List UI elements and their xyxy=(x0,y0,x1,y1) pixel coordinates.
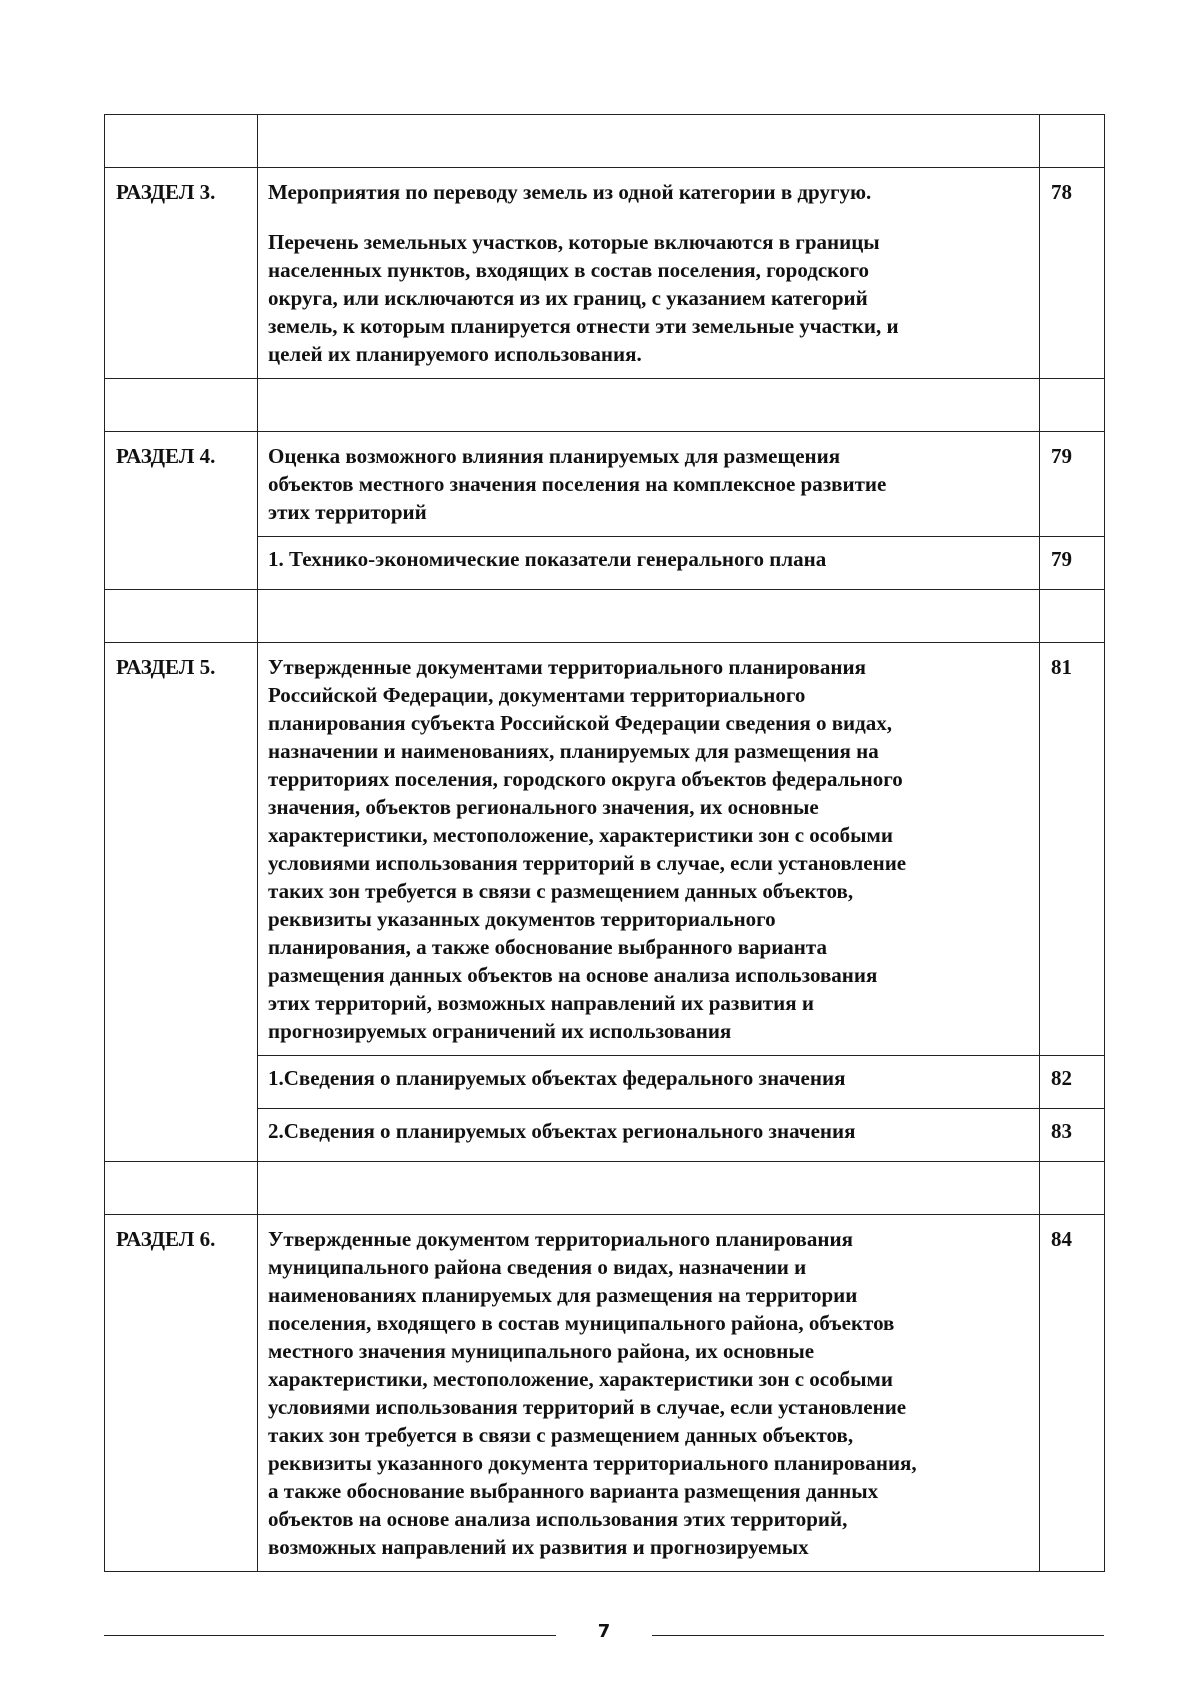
page-ref: 79 xyxy=(1040,432,1105,537)
title-line: округа, или исключаются из их границ, с указанием категорий xyxy=(268,286,868,310)
section-title xyxy=(258,643,1040,1056)
title-line: Утвержденные документом территориального планирования xyxy=(268,1227,853,1251)
title-line: наименованиях планируемых для размещения на территории xyxy=(268,1283,858,1307)
title-line: этих территорий xyxy=(268,500,427,524)
title-line: этих территорий, возможных направлений их развития и xyxy=(268,991,814,1015)
title-line: условиями использования территорий в случае, если установление xyxy=(268,1395,907,1419)
title-paragraph xyxy=(268,178,1027,206)
section-title xyxy=(258,432,1040,537)
empty-cell xyxy=(258,379,1040,432)
title-paragraph xyxy=(268,228,1027,368)
page-ref: 83 xyxy=(1040,1109,1105,1162)
title-line: таких зон требуется в связи с размещением данных объектов, xyxy=(268,879,854,903)
empty-cell xyxy=(258,590,1040,643)
title-paragraph xyxy=(268,1225,1027,1561)
title-line: реквизиты указанных документов территориального xyxy=(268,907,776,931)
subitem-line: 1. Технико-экономические показатели генерального плана xyxy=(268,547,827,571)
title-line: характеристики, местоположение, характеристики зон с особыми xyxy=(268,1367,893,1391)
toc-spacer-row xyxy=(105,1162,1105,1215)
title-line: объектов на основе анализа использования этих территорий, xyxy=(268,1507,848,1531)
title-line: местного значения муниципального района, их основные xyxy=(268,1339,815,1363)
toc-table xyxy=(104,114,1105,1572)
title-line: Утвержденные документами территориального планирования xyxy=(268,655,866,679)
title-line: поселения, входящего в состав муниципального района, объектов xyxy=(268,1311,895,1335)
subitem-title xyxy=(258,1109,1040,1162)
title-line: а также обоснование выбранного варианта размещения данных xyxy=(268,1479,879,1503)
empty-cell xyxy=(1040,115,1105,168)
title-paragraph xyxy=(268,653,1027,1045)
subitem-title xyxy=(258,537,1040,590)
section-label: РАЗДЕЛ 4. xyxy=(105,432,258,590)
title-paragraph xyxy=(268,442,1027,526)
title-line: Мероприятия по переводу земель из одной категории в другую. xyxy=(268,180,872,204)
subitem-line: 2.Сведения о планируемых объектах регионального значения xyxy=(268,1119,856,1143)
page-ref: 81 xyxy=(1040,643,1105,1056)
empty-cell xyxy=(1040,1162,1105,1215)
title-line: таких зон требуется в связи с размещением данных объектов, xyxy=(268,1423,854,1447)
page-ref: 78 xyxy=(1040,168,1105,379)
title-line: характеристики, местоположение, характеристики зон с особыми xyxy=(268,823,893,847)
title-line: возможных направлений их развития и прогнозируемых xyxy=(268,1535,809,1559)
title-line: муниципального района сведения о видах, назначении и xyxy=(268,1255,807,1279)
section-title xyxy=(258,1215,1040,1572)
section-label: РАЗДЕЛ 6. xyxy=(105,1215,258,1572)
toc-spacer-row xyxy=(105,379,1105,432)
title-line: условиями использования территорий в случае, если установление xyxy=(268,851,907,875)
empty-cell xyxy=(258,115,1040,168)
toc-row xyxy=(105,168,1105,379)
title-line: Перечень земельных участков, которые включаются в границы xyxy=(268,230,880,254)
title-line: Оценка возможного влияния планируемых для размещения xyxy=(268,444,841,468)
subitem-line: 1.Сведения о планируемых объектах федерального значения xyxy=(268,1066,846,1090)
empty-cell xyxy=(105,590,258,643)
section-title xyxy=(258,168,1040,379)
title-line: прогнозируемых ограничений их использования xyxy=(268,1019,732,1043)
subitem-title xyxy=(258,1056,1040,1109)
title-line: территориях поселения, городского округа объектов федерального xyxy=(268,767,903,791)
title-line: планирования субъекта Российской Федерации сведения о видах, xyxy=(268,711,893,735)
title-line: Российской Федерации, документами территориального xyxy=(268,683,806,707)
title-line: размещения данных объектов на основе анализа использования xyxy=(268,963,878,987)
footer-rule-right xyxy=(652,1635,1104,1636)
toc-spacer-row xyxy=(105,115,1105,168)
page-ref: 82 xyxy=(1040,1056,1105,1109)
title-line: земель, к которым планируется отнести эти земельные участки, и xyxy=(268,314,899,338)
toc-row xyxy=(105,432,1105,537)
section-label: РАЗДЕЛ 3. xyxy=(105,168,258,379)
title-line: целей их планируемого использования. xyxy=(268,342,642,366)
section-label: РАЗДЕЛ 5. xyxy=(105,643,258,1162)
footer-rule-left xyxy=(104,1635,556,1636)
empty-cell xyxy=(1040,590,1105,643)
title-line: назначении и наименованиях, планируемых для размещения на xyxy=(268,739,879,763)
toc-row xyxy=(105,1215,1105,1572)
empty-cell xyxy=(258,1162,1040,1215)
title-line: объектов местного значения поселения на комплексное развитие xyxy=(268,472,887,496)
title-line: населенных пунктов, входящих в состав поселения, городского xyxy=(268,258,870,282)
title-line: планирования, а также обоснование выбранного варианта xyxy=(268,935,827,959)
page-footer xyxy=(104,1620,1104,1650)
title-line: значения, объектов регионального значения, их основные xyxy=(268,795,819,819)
page-number: 7 xyxy=(597,1621,611,1642)
toc-row xyxy=(105,643,1105,1056)
empty-cell xyxy=(105,379,258,432)
page-ref: 79 xyxy=(1040,537,1105,590)
title-line: реквизиты указанного документа территориального планирования, xyxy=(268,1451,917,1475)
toc-spacer-row xyxy=(105,590,1105,643)
empty-cell xyxy=(105,1162,258,1215)
page-ref: 84 xyxy=(1040,1215,1105,1572)
empty-cell xyxy=(105,115,258,168)
empty-cell xyxy=(1040,379,1105,432)
